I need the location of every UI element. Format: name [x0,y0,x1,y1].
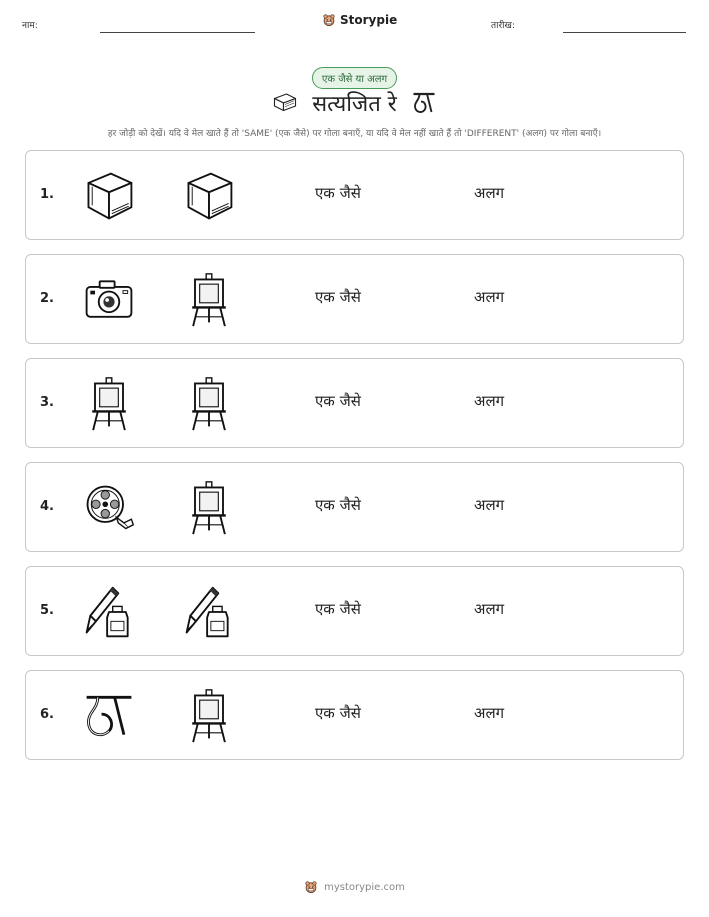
different-option[interactable]: अलग [474,184,505,202]
subtitle-badge: एक जैसे या अलग [312,67,397,89]
easel-icon [181,272,237,328]
different-option[interactable]: अलग [474,288,505,306]
pair-row-6 [25,670,684,760]
title-row [0,88,709,118]
bengali-letter-icon [409,88,439,118]
easel-icon [181,376,237,432]
same-option[interactable]: एक जैसे [315,184,361,202]
same-option[interactable]: एक जैसे [315,288,361,306]
pair-row-3 [25,358,684,448]
bengali-letter-icon [81,688,137,744]
pair-row-2 [25,254,684,344]
same-option[interactable]: एक जैसे [315,704,361,722]
pair-row-1 [25,150,684,240]
easel-icon [81,376,137,432]
subtitle-wrap [0,67,709,89]
same-option[interactable]: एक जैसे [315,496,361,514]
row-number: 1. [40,187,54,202]
pair-row-5 [25,566,684,656]
camera-icon [81,272,137,328]
row-number: 3. [40,395,54,410]
different-option[interactable]: अलग [474,392,505,410]
book-icon [81,168,137,224]
row-number: 5. [40,603,54,618]
same-option[interactable]: एक जैसे [315,392,361,410]
easel-icon [181,480,237,536]
same-option[interactable]: एक जैसे [315,600,361,618]
pair-row-4 [25,462,684,552]
book-icon [270,88,300,118]
instructions-text: हर जोड़ी को देखें। यदि वे मेल खाते हैं तो 'SAME' (एक जैसे) पर गोला बनाएँ, या यदि वे मेल नहीं खाते हैं तो 'DIFFERENT' (अलग) पर गोला बनाएँ। [107,129,602,139]
footer [0,880,709,894]
pen-ink-icon [181,584,237,640]
name-line [100,32,255,33]
brand-logo [322,13,397,27]
date-line [563,32,686,33]
worksheet-header [0,0,709,40]
footer-url[interactable]: mystorypie.com [324,881,405,893]
brand-name: Storypie [340,13,398,27]
date-label: तारीख: [491,21,515,31]
book-icon [181,168,237,224]
row-number: 2. [40,291,54,306]
different-option[interactable]: अलग [474,600,505,618]
mascot-icon [304,880,318,894]
pen-ink-icon [81,584,137,640]
different-option[interactable]: अलग [474,496,505,514]
row-number: 6. [40,707,54,722]
film-reel-icon [81,480,137,536]
name-label: नाम: [22,21,38,31]
row-number: 4. [40,499,54,514]
mascot-icon [322,13,336,27]
different-option[interactable]: अलग [474,704,505,722]
easel-icon [181,688,237,744]
page-title: सत्यजित रे [312,92,397,117]
